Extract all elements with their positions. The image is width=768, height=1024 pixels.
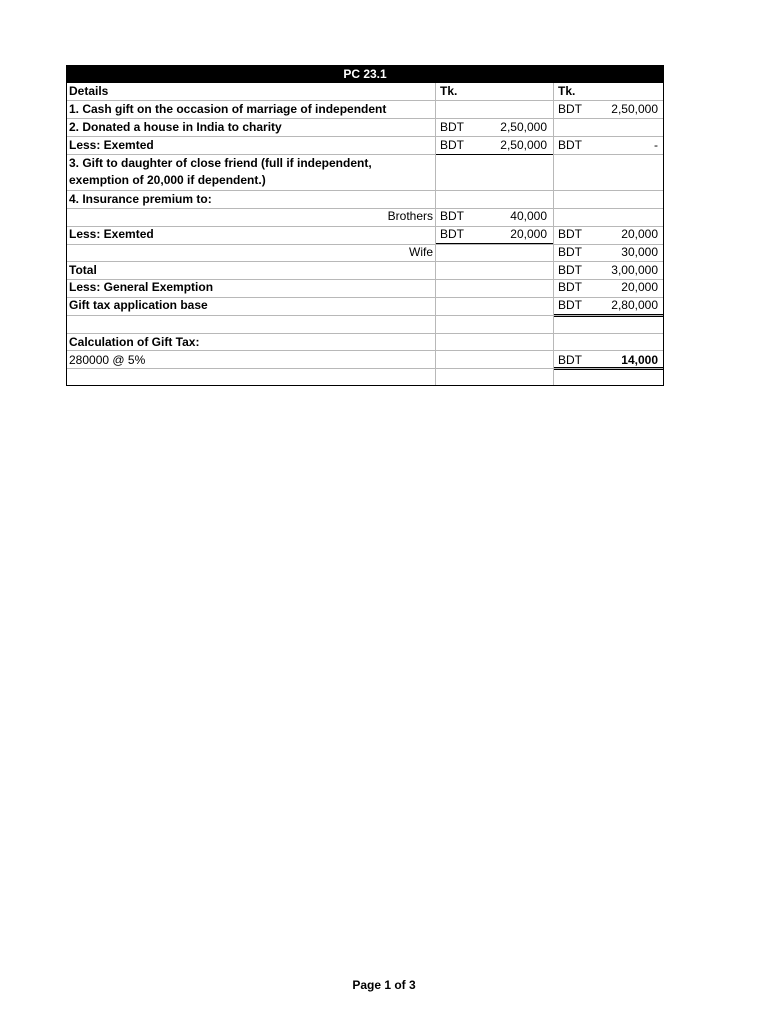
detail-donated-house: 2. Donated a house in India to charity — [69, 120, 282, 134]
currency-label: BDT — [558, 280, 582, 294]
column-divider — [553, 83, 554, 385]
total-double-underline — [554, 314, 664, 317]
amount-value: 20,000 — [621, 227, 658, 241]
amount-value: 20,000 — [510, 227, 547, 241]
detail-total: Total — [69, 263, 97, 277]
row-divider — [67, 190, 663, 191]
header-tk-1: Tk. — [440, 84, 458, 98]
detail-gift-daughter-cont: exemption of 20,000 if dependent.) — [69, 173, 266, 187]
page-number: Page 1 of 3 — [352, 978, 416, 992]
amount-value: 30,000 — [621, 245, 658, 259]
total-double-underline — [554, 367, 664, 370]
sheet-title: PC 23.1 — [67, 66, 663, 83]
subtotal-underline — [436, 154, 553, 155]
row-divider — [67, 261, 663, 262]
currency-label: BDT — [558, 245, 582, 259]
row-divider — [67, 350, 663, 351]
currency-label: BDT — [440, 209, 464, 223]
detail-less-exempted: Less: Exemted — [69, 138, 154, 152]
amount-value: 2,50,000 — [500, 138, 547, 152]
row-divider — [67, 100, 663, 101]
row-divider — [67, 154, 663, 155]
amount-value: 2,80,000 — [611, 298, 658, 312]
column-divider — [435, 83, 436, 385]
detail-gift-tax-base: Gift tax application base — [69, 298, 208, 312]
amount-value: 2,50,000 — [611, 102, 658, 116]
detail-less-exempted: Less: Exemted — [69, 227, 154, 241]
currency-label: BDT — [558, 353, 582, 367]
amount-value: - — [654, 138, 658, 152]
detail-tax-calculation: 280000 @ 5% — [69, 353, 146, 367]
worksheet-table — [66, 65, 664, 386]
detail-general-exemption: Less: General Exemption — [69, 280, 214, 294]
detail-gift-daughter: 3. Gift to daughter of close friend (full if independent, — [69, 156, 372, 170]
gift-tax-amount: 14,000 — [621, 353, 658, 367]
currency-label: BDT — [440, 227, 464, 241]
currency-label: BDT — [440, 138, 464, 152]
amount-value: 2,50,000 — [500, 120, 547, 134]
row-divider — [67, 333, 663, 334]
subtotal-underline — [436, 243, 553, 244]
header-details: Details — [69, 84, 109, 98]
detail-insurance-premium: 4. Insurance premium to: — [69, 192, 212, 206]
currency-label: BDT — [558, 298, 582, 312]
currency-label: BDT — [558, 102, 582, 116]
row-divider — [67, 118, 663, 119]
currency-label: BDT — [558, 227, 582, 241]
currency-label: BDT — [558, 263, 582, 277]
currency-label: BDT — [440, 120, 464, 134]
currency-label: BDT — [558, 138, 582, 152]
detail-wife: Wife — [409, 245, 433, 259]
detail-cash-gift: 1. Cash gift on the occasion of marriage of independent — [69, 102, 387, 116]
amount-value: 40,000 — [510, 209, 547, 223]
amount-value: 20,000 — [621, 280, 658, 294]
amount-value: 3,00,000 — [611, 263, 658, 277]
header-tk-2: Tk. — [558, 84, 576, 98]
row-divider — [67, 136, 663, 137]
detail-brothers: Brothers — [387, 209, 433, 223]
detail-calculation-heading: Calculation of Gift Tax: — [69, 335, 200, 349]
